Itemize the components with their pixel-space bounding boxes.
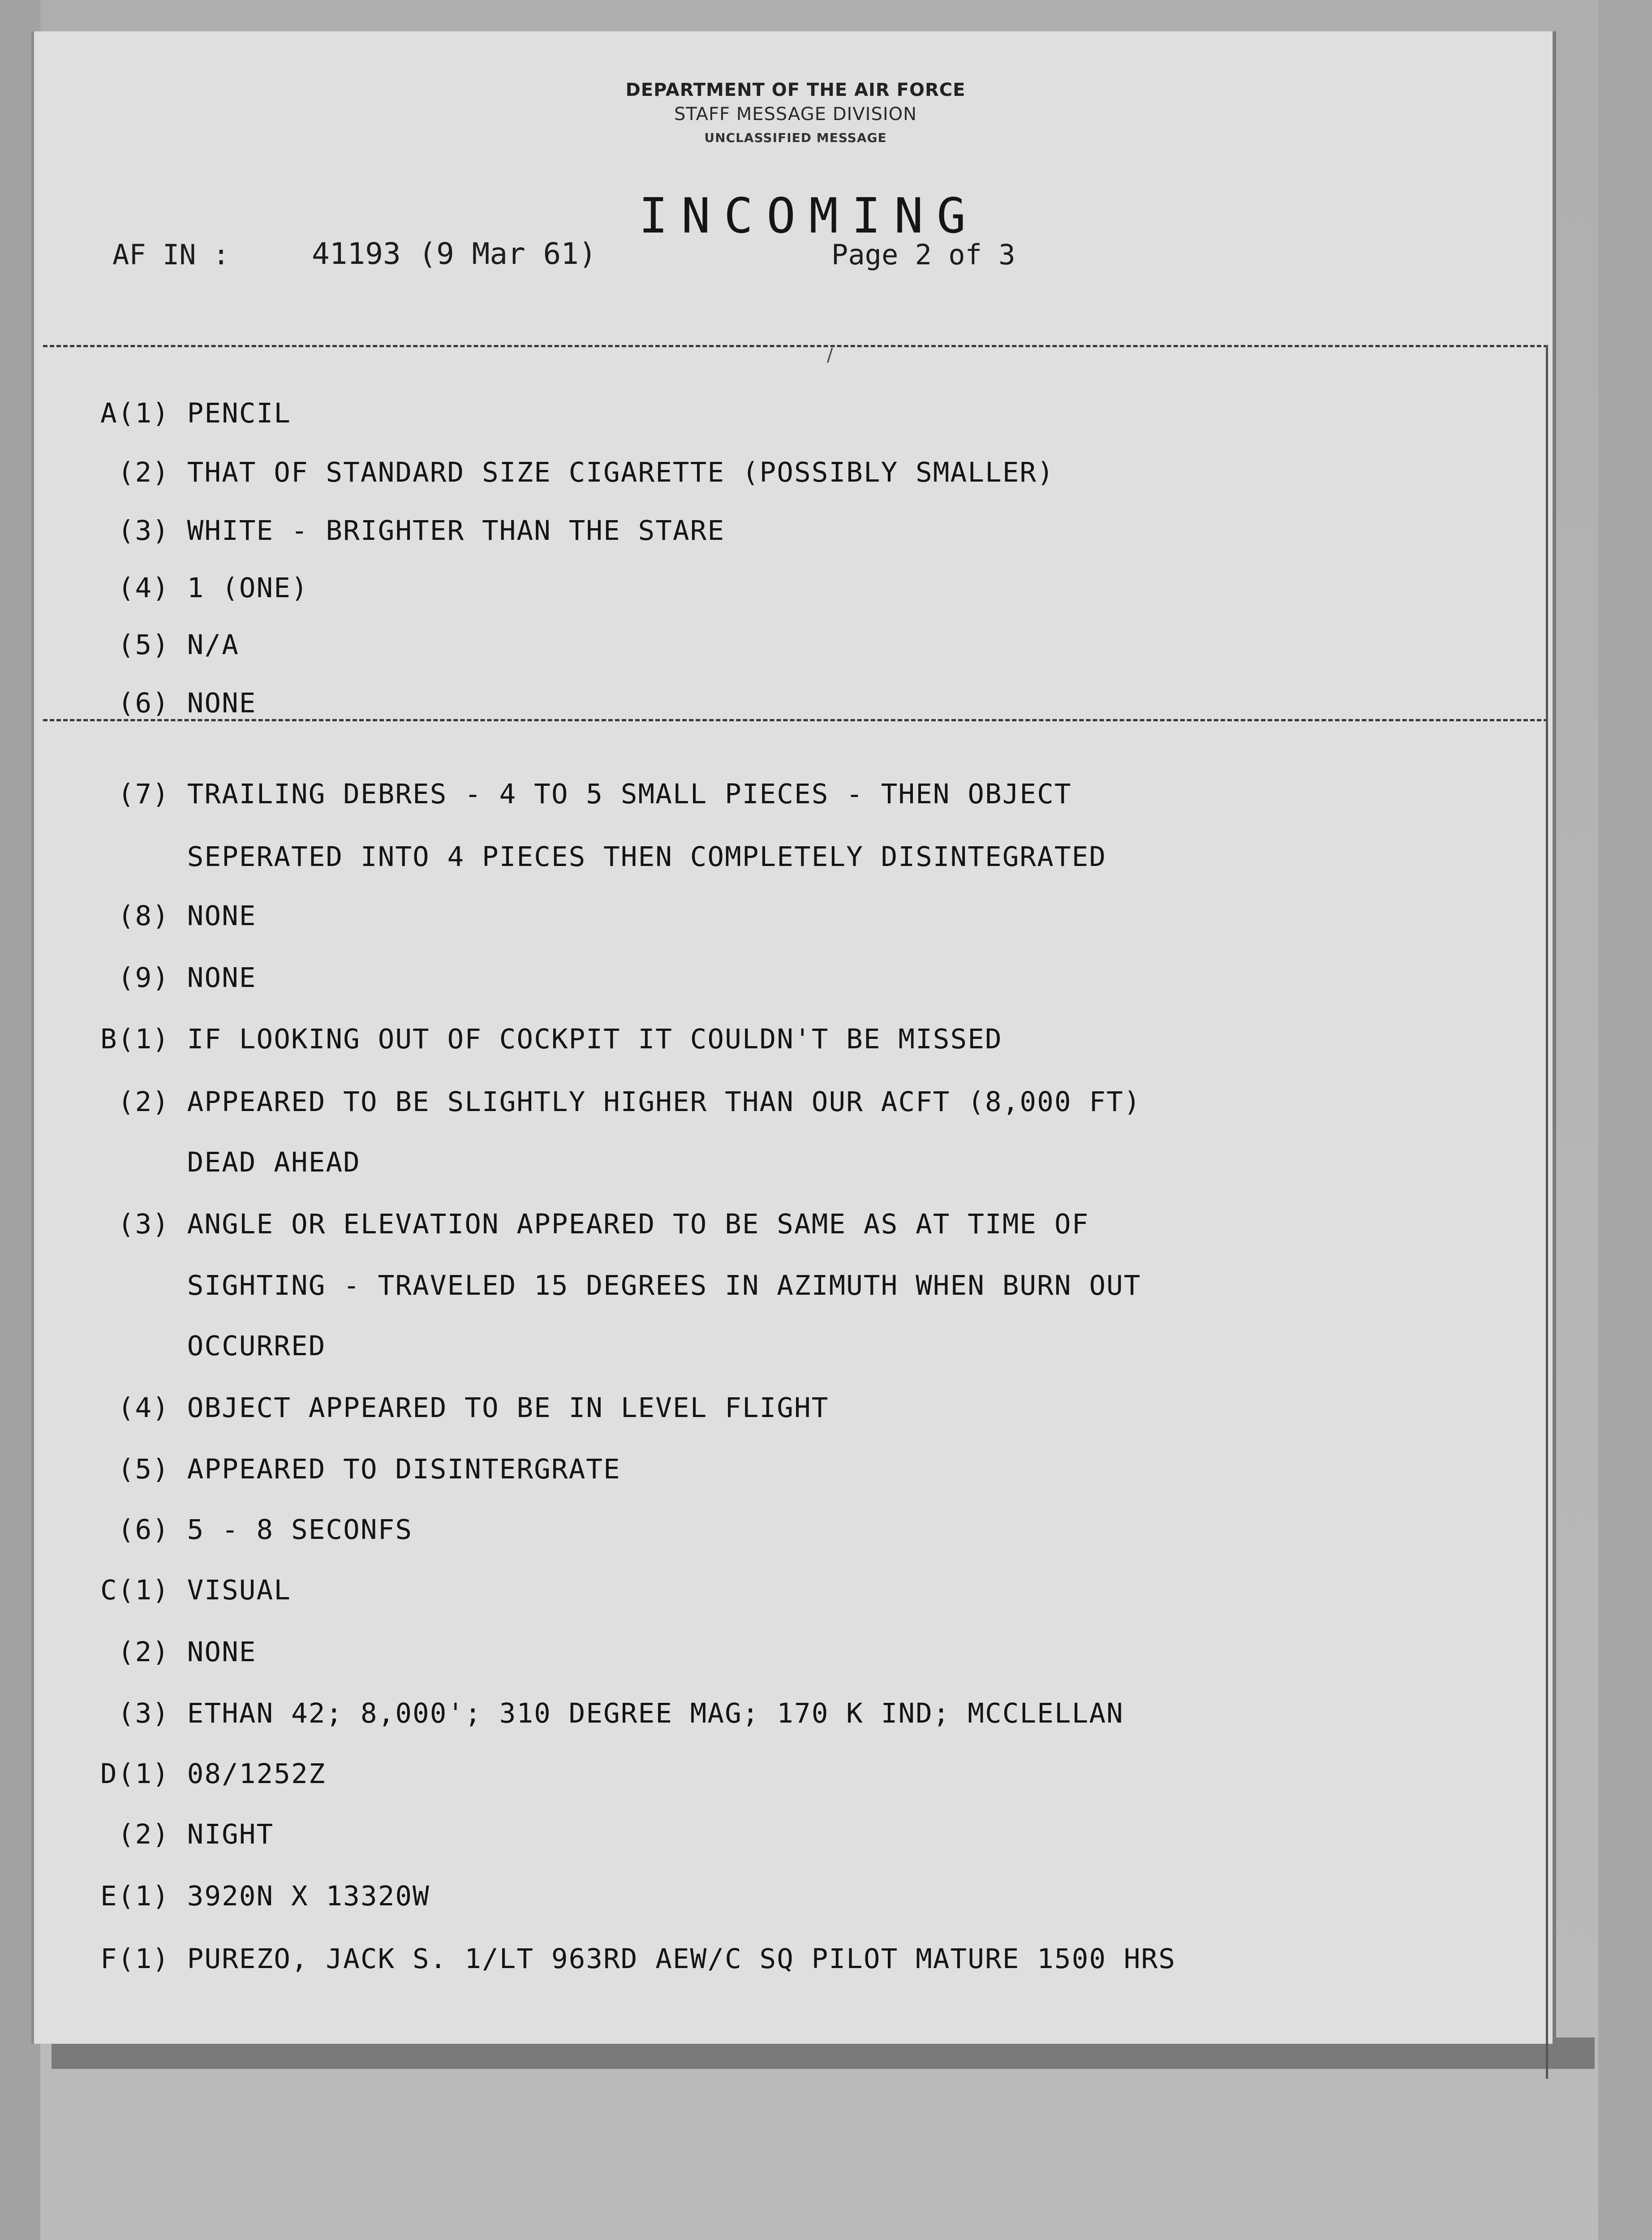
document-page (31, 31, 1556, 2044)
message-header (482, 78, 1109, 149)
page-number: Page 2 of 3 (831, 238, 1015, 271)
body-line: A(1) PENCIL (100, 397, 291, 429)
department-title: DEPARTMENT OF THE AIR FORCE (625, 80, 966, 100)
right-margin-rule (1546, 345, 1548, 2079)
body-line: (4) OBJECT APPEARED TO BE IN LEVEL FLIGHT (100, 1392, 829, 1424)
af-in-value: 41193 (9 Mar 61) (312, 237, 597, 271)
body-line: (3) WHITE - BRIGHTER THAN THE STARE (100, 515, 725, 547)
body-line: (9) NONE (100, 962, 257, 994)
body-line: (3) ETHAN 42; 8,000'; 310 DEGREE MAG; 170 K IND; MCCLELLAN (100, 1697, 1124, 1729)
body-line: DEAD AHEAD (100, 1146, 361, 1178)
body-line: (2) NIGHT (100, 1818, 274, 1850)
body-line: (2) NONE (100, 1636, 257, 1668)
body-line: (4) 1 (ONE) (100, 572, 309, 604)
body-line: D(1) 08/1252Z (100, 1758, 326, 1790)
body-line: B(1) IF LOOKING OUT OF COCKPIT IT COULDN'T BE MISSED (100, 1023, 1002, 1055)
af-in-label: AF IN : (112, 238, 230, 271)
body-line: (5) APPEARED TO DISINTERGRATE (100, 1453, 621, 1485)
body-line: (5) N/A (100, 629, 239, 661)
message-type-title: INCOMING (639, 188, 980, 244)
body-line: SIGHTING - TRAVELED 15 DEGREES IN AZIMUTH WHEN BURN OUT (100, 1270, 1141, 1301)
body-line: F(1) PUREZO, JACK S. 1/LT 963RD AEW/C SQ PILOT MATURE 1500 HRS (100, 1943, 1176, 1975)
classification-label: UNCLASSIFIED MESSAGE (704, 130, 887, 145)
body-line: (7) TRAILING DEBRES - 4 TO 5 SMALL PIECES - THEN OBJECT (100, 778, 1072, 810)
body-line: SEPERATED INTO 4 PIECES THEN COMPLETELY DISINTEGRATED (100, 841, 1107, 873)
header-divider (43, 345, 1548, 347)
division-title: STAFF MESSAGE DIVISION (674, 104, 917, 125)
body-line: (6) NONE (100, 687, 257, 719)
section-divider (43, 719, 1548, 721)
scan-mark: / (827, 345, 833, 366)
body-line: E(1) 3920N X 13320W (100, 1880, 430, 1912)
body-line: OCCURRED (100, 1330, 326, 1362)
body-line: (2) THAT OF STANDARD SIZE CIGARETTE (POSSIBLY SMALLER) (100, 457, 1054, 488)
body-line: (8) NONE (100, 900, 257, 932)
scan-right-edge (1598, 0, 1652, 2240)
body-line: (6) 5 - 8 SECONFS (100, 1514, 413, 1546)
body-line: (3) ANGLE OR ELEVATION APPEARED TO BE SAME AS AT TIME OF (100, 1208, 1089, 1240)
body-line: (2) APPEARED TO BE SLIGHTLY HIGHER THAN OUR ACFT (8,000 FT) (100, 1086, 1141, 1118)
body-line: C(1) VISUAL (100, 1574, 291, 1606)
